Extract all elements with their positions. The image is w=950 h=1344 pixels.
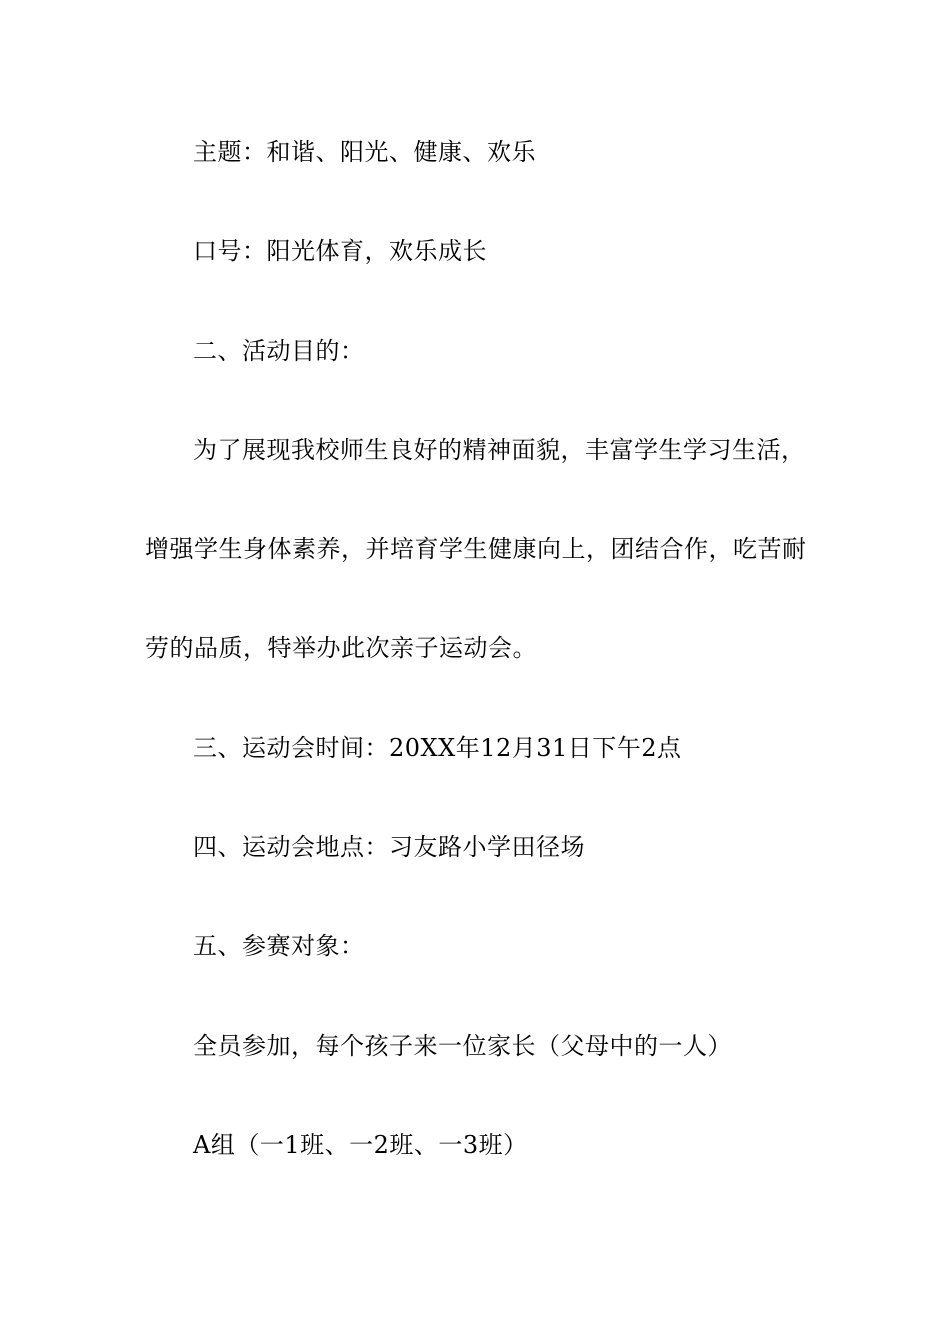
purpose-paragraph-line-3: 劳的品质，特举办此次亲子运动会。 — [145, 634, 537, 662]
participants-line: 全员参加，每个孩子来一位家长（父母中的一人） — [193, 1032, 732, 1060]
theme-line: 主题：和谐、阳光、健康、欢乐 — [193, 138, 536, 166]
purpose-paragraph-line-2: 增强学生身体素养，并培育学生健康向上，团结合作，吃苦耐 — [145, 535, 807, 563]
section-heading-purpose: 二、活动目的： — [193, 337, 365, 365]
slogan-line: 口号：阳光体育，欢乐成长 — [193, 237, 487, 265]
group-a-line: A组（一1班、一2班、一3班） — [193, 1131, 528, 1159]
purpose-paragraph-line-1: 为了展现我校师生良好的精神面貌，丰富学生学习生活， — [193, 436, 806, 464]
section-heading-location: 四、运动会地点：习友路小学田径场 — [193, 833, 585, 861]
section-heading-time: 三、运动会时间：20XX年12月31日下午2点 — [193, 734, 682, 762]
section-heading-participants: 五、参赛对象： — [193, 932, 365, 960]
